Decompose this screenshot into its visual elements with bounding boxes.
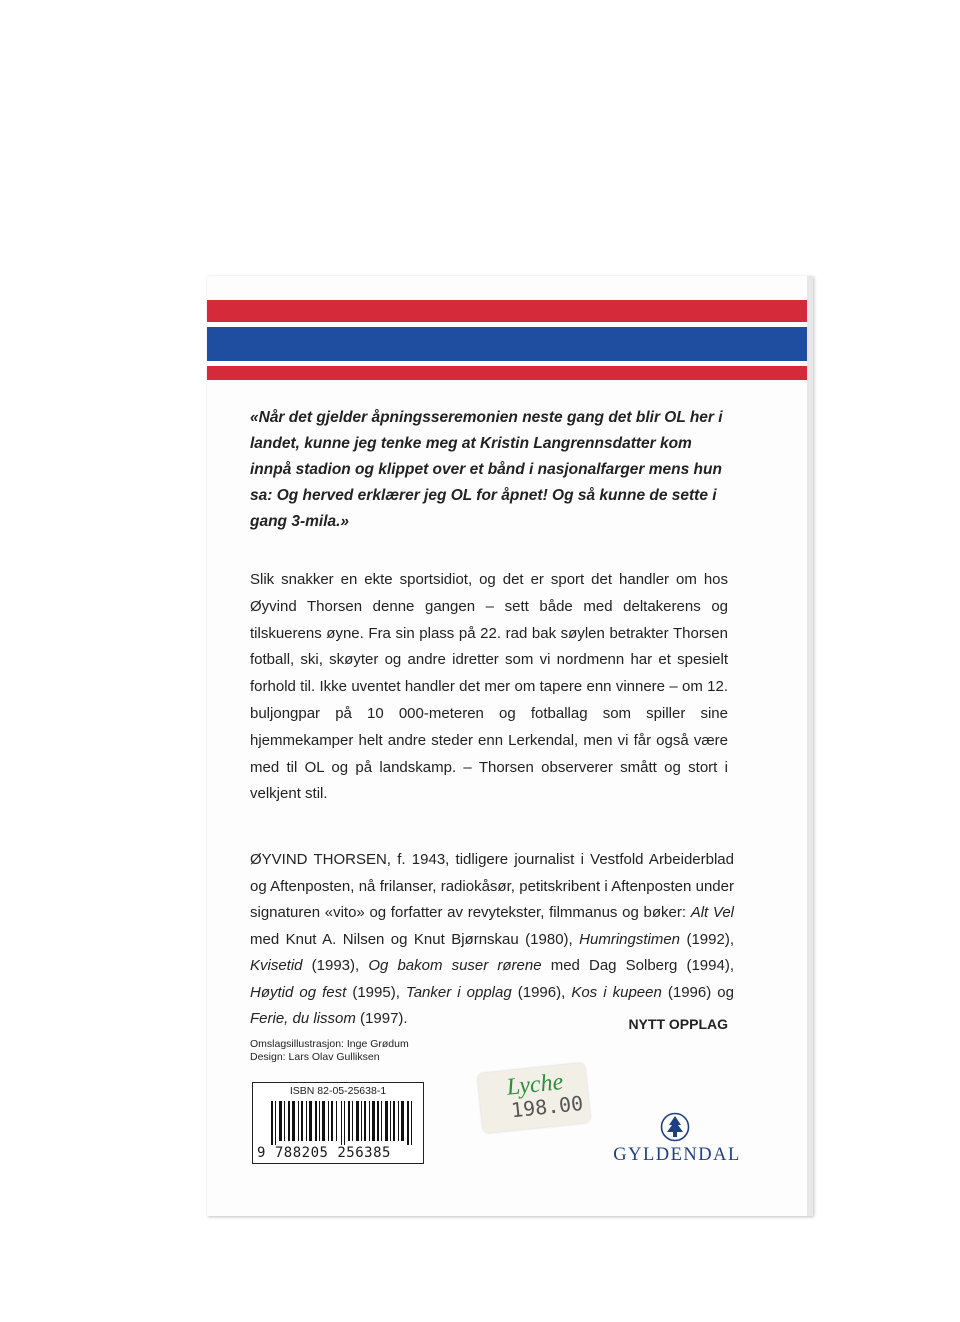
publisher-name: GYLDENDAL <box>613 1145 741 1165</box>
red-stripe-bottom <box>207 366 807 380</box>
sticker-brand: Lyche <box>505 1068 565 1101</box>
cover-credits <box>250 1038 409 1064</box>
edition-note: NYTT OPPLAG <box>628 1016 728 1032</box>
design-credit: Design: Lars Olav Gulliksen <box>250 1051 380 1063</box>
tree-logo-icon <box>660 1112 690 1142</box>
red-stripe-top <box>207 300 807 322</box>
author-bio: ØYVIND THORSEN, f. 1943, tidligere journalist i Vestfold Arbeiderblad og Aftenposten, nå frilanser, radiokåsør, petitskribent i Aftenposten under signaturen «vito» og forfatter av revytekster, filmmanus og bøker: Alt Vel med Knut A. Nilsen og Knut Bjørnskau (1980), Humringstimen (1992), Kvisetid (1993), Og bakom suser rørene med Dag Solberg (1994), Høytid og fest (1995), Tanker i opplag (1996), Kos i kupeen (1996) og Ferie, du lissom (1997). <box>250 851 734 1027</box>
isbn-label: ISBN 82-05-25638-1 <box>289 1085 387 1097</box>
price-sticker <box>477 1063 591 1134</box>
illustration-credit: Omslagsillustrasjon: Inge Grødum <box>250 1038 409 1050</box>
isbn-barcode-box <box>252 1082 424 1164</box>
barcode-icon <box>271 1101 416 1145</box>
sticker-price: 198.00 <box>509 1090 585 1123</box>
blue-stripe <box>207 327 807 361</box>
book-description: Slik snakker en ekte sportsidiot, og det er sport det handler om hos Øyvind Thorsen denne gangen – sett både med deltakerens og tilskuerens øyne. Fra sin plass på 22. rad bak søylen betrakter Thorsen fotball, ski, skøyter og andre idretter som vi nordmenn har et spesielt forhold til. Ikke uventet handler det mer om tapere enn vinnere – om 12. buljongpar på 10 000-meteren og fotballag som spiller sine hjemmekamper helt andre steder enn Lerkendal, men vi får også være med til OL og på landskamp. – Thorsen observerer smått og stort i velkjent stil. <box>250 571 728 803</box>
barcode-digits: 9 788205 256385 <box>257 1145 391 1161</box>
cover-quote: «Når det gjelder åpningsseremonien neste gang det blir OL her i landet, kunne jeg tenke meg at Kristin Langrennsdatter kom innpå stadion og klippet over et bånd i nasjonalfarger mens hun sa: Og herved erklærer jeg OL for åpnet! Og så kunne de sette i gang 3-mila.» <box>250 409 723 530</box>
